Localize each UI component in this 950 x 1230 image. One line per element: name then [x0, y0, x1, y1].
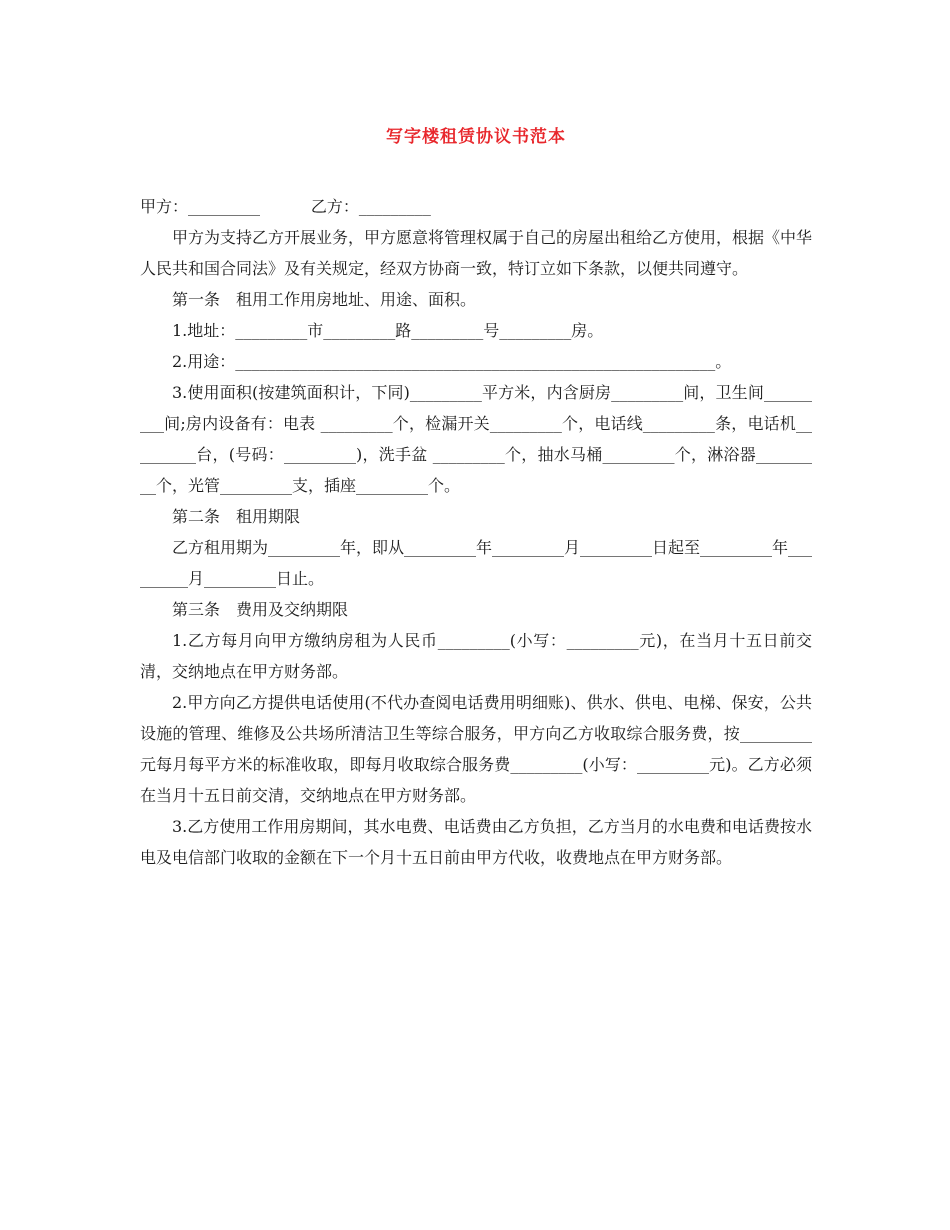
document-body	[140, 191, 812, 873]
article-1-heading: 第一条 租用工作用房地址、用途、面积。	[172, 290, 477, 309]
article-1-item-area: 3.使用面积(按建筑面积计，下同)_________平方米，内含厨房_________间，卫生间_________间;房内设备有：电表 _________个，检漏开关_________个，电话线_________条，电话机_________台，(号码：_________)，洗手盆 _________个，抽水马桶_________个，淋浴器_________个，光管_________支，插座_________个。	[140, 383, 812, 495]
intro-paragraph: 甲方为支持乙方开展业务，甲方愿意将管理权属于自己的房屋出租给乙方使用，根据《中华人民共和国合同法》及有关规定，经双方协商一致，特订立如下条款，以便共同遵守。	[140, 228, 813, 278]
article-2-term: 乙方租用期为_________年，即从_________年_________月_________日起至_________年_________月_________日止。	[140, 538, 813, 588]
article-3-item-rent: 1.乙方每月向甲方缴纳房租为人民币_________(小写：_________元)，在当月十五日前交清，交纳地点在甲方财务部。	[140, 631, 812, 681]
article-3-heading: 第三条 费用及交纳期限	[172, 600, 349, 619]
document-title: 写字楼租赁协议书范本	[386, 127, 566, 147]
article-1-item-address: 1.地址：_________市_________路_________号_________房。	[172, 321, 604, 340]
article-1-item-purpose: 2.用途：____________________________________________________________。	[172, 352, 732, 371]
party-line: 甲方：_________ 乙方：_________	[140, 197, 431, 216]
article-2-heading: 第二条 租用期限	[172, 507, 301, 526]
article-3-item-service-fee: 2.甲方向乙方提供电话使用(不代办查阅电话费用明细账)、供水、供电、电梯、保安，公共设施的管理、维修及公共场所清洁卫生等综合服务，甲方向乙方收取综合服务费，按_________元每月每平方米的标准收取，即每月收取综合服务费_________(小写：_________元)。乙方必须在当月十五日前交清，交纳地点在甲方财务部。	[140, 693, 812, 805]
article-3-item-utilities: 3.乙方使用工作用房期间，其水电费、电话费由乙方负担，乙方当月的水电费和电话费按水电及电信部门收取的金额在下一个月十五日前由甲方代收，收费地点在甲方财务部。	[140, 817, 812, 867]
